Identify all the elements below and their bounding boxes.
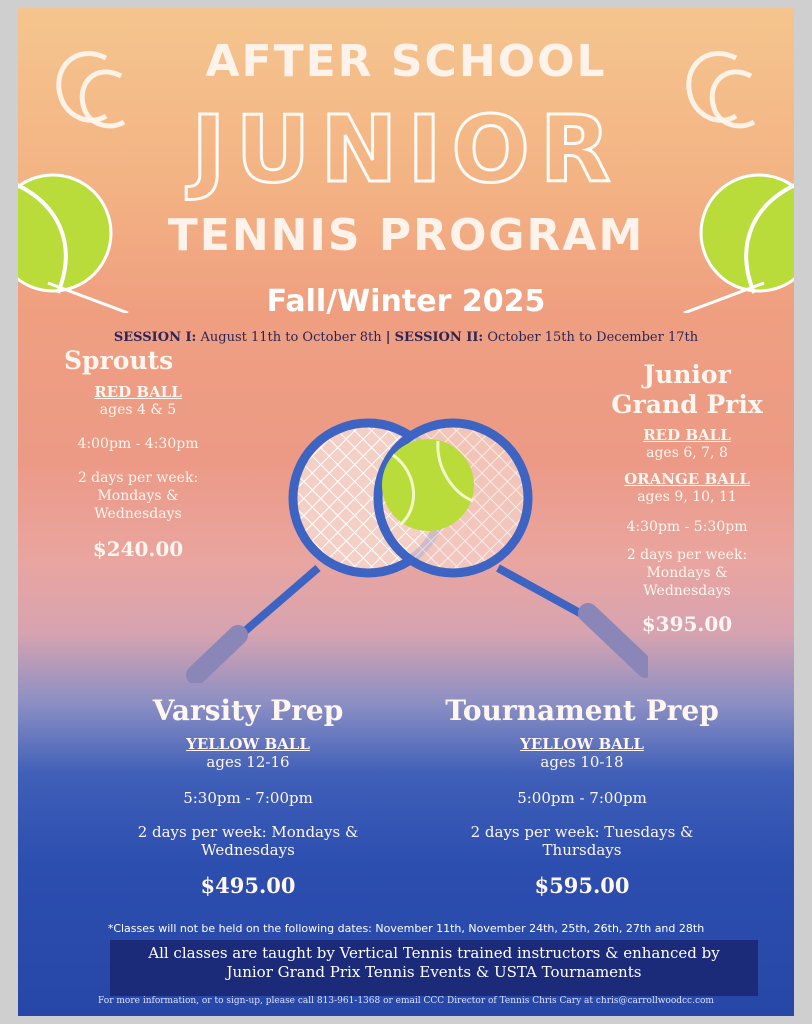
program-name-line-1: Junior — [643, 360, 731, 389]
title-junior: JUNIOR — [191, 96, 621, 203]
days-line-1: 2 days per week: Mondays & — [137, 823, 359, 841]
days-line-3: Wednesdays — [643, 583, 731, 599]
program-name: Sprouts — [64, 346, 174, 375]
price: $495.00 — [200, 873, 296, 898]
price: $395.00 — [641, 612, 733, 636]
days-line-1: 2 days per week: — [77, 470, 199, 486]
time: 4:00pm - 4:30pm — [77, 436, 199, 452]
ball-type: RED BALL — [94, 383, 182, 401]
days-line-2: Wednesdays — [201, 841, 295, 859]
days-line-2: Mondays & — [646, 565, 728, 581]
days-line-1: 2 days per week: Tuesdays & — [470, 823, 694, 841]
ball-type-red: RED BALL — [643, 426, 731, 444]
footer-line-1: All classes are taught by Vertical Tennis trained instructors & enhanced by — [148, 944, 720, 962]
footer-main-text — [110, 944, 758, 982]
flyer — [18, 8, 794, 1016]
ages-orange: ages 9, 10, 11 — [637, 489, 737, 505]
footer-line-2: Junior Grand Prix Tennis Events & USTA Tournaments — [226, 963, 642, 981]
days-line-2: Thursdays — [542, 841, 622, 859]
time: 5:00pm - 7:00pm — [517, 789, 647, 807]
session-1-dates: August 11th to October 8th — [200, 330, 382, 345]
session-2-label: SESSION II: — [394, 330, 484, 345]
price: $595.00 — [534, 873, 630, 898]
crossed-rackets — [168, 413, 648, 683]
days-line-1: 2 days per week: — [626, 547, 748, 563]
time: 5:30pm - 7:00pm — [183, 789, 313, 807]
session-2-dates: October 15th to December 17th — [487, 330, 699, 345]
closure-note: *Classes will not be held on the following dates: November 11th, November 24th, 25th, 26th, 27th and 28th — [107, 922, 705, 935]
ages: ages 12-16 — [206, 753, 290, 771]
session-separator: | — [385, 330, 391, 345]
ages-red: ages 6, 7, 8 — [646, 445, 728, 461]
footer-banner — [110, 940, 758, 996]
ball-type: YELLOW BALL — [520, 735, 644, 753]
time: 4:30pm - 5:30pm — [626, 519, 748, 535]
ages: ages 10-18 — [540, 753, 624, 771]
ball-type: YELLOW BALL — [186, 735, 310, 753]
title-after-school: AFTER SCHOOL — [205, 36, 607, 87]
session-dates — [18, 330, 794, 345]
program-varsity-prep — [98, 694, 398, 898]
session-1-label: SESSION I: — [113, 330, 197, 345]
program-name: Tournament Prep — [445, 694, 719, 727]
days-line-2: Mondays & — [97, 488, 179, 504]
season-title: Fall/Winter 2025 — [266, 284, 546, 319]
ages: ages 4 & 5 — [99, 402, 177, 418]
days-line-3: Wednesdays — [94, 506, 182, 522]
program-name-line-2: Grand Prix — [611, 390, 763, 419]
program-name: Varsity Prep — [152, 694, 344, 727]
title-tennis-program: TENNIS PROGRAM — [167, 210, 645, 261]
tennis-rackets-icon — [168, 413, 648, 683]
contact-info: For more information, or to sign-up, please call 813-961-1368 or email CCC Director of Tennis Chris Cary at chris@carrollwoodcc.com — [98, 996, 714, 1006]
program-tournament-prep — [432, 694, 732, 898]
price: $240.00 — [92, 537, 184, 561]
ball-type-orange: ORANGE BALL — [624, 470, 750, 488]
